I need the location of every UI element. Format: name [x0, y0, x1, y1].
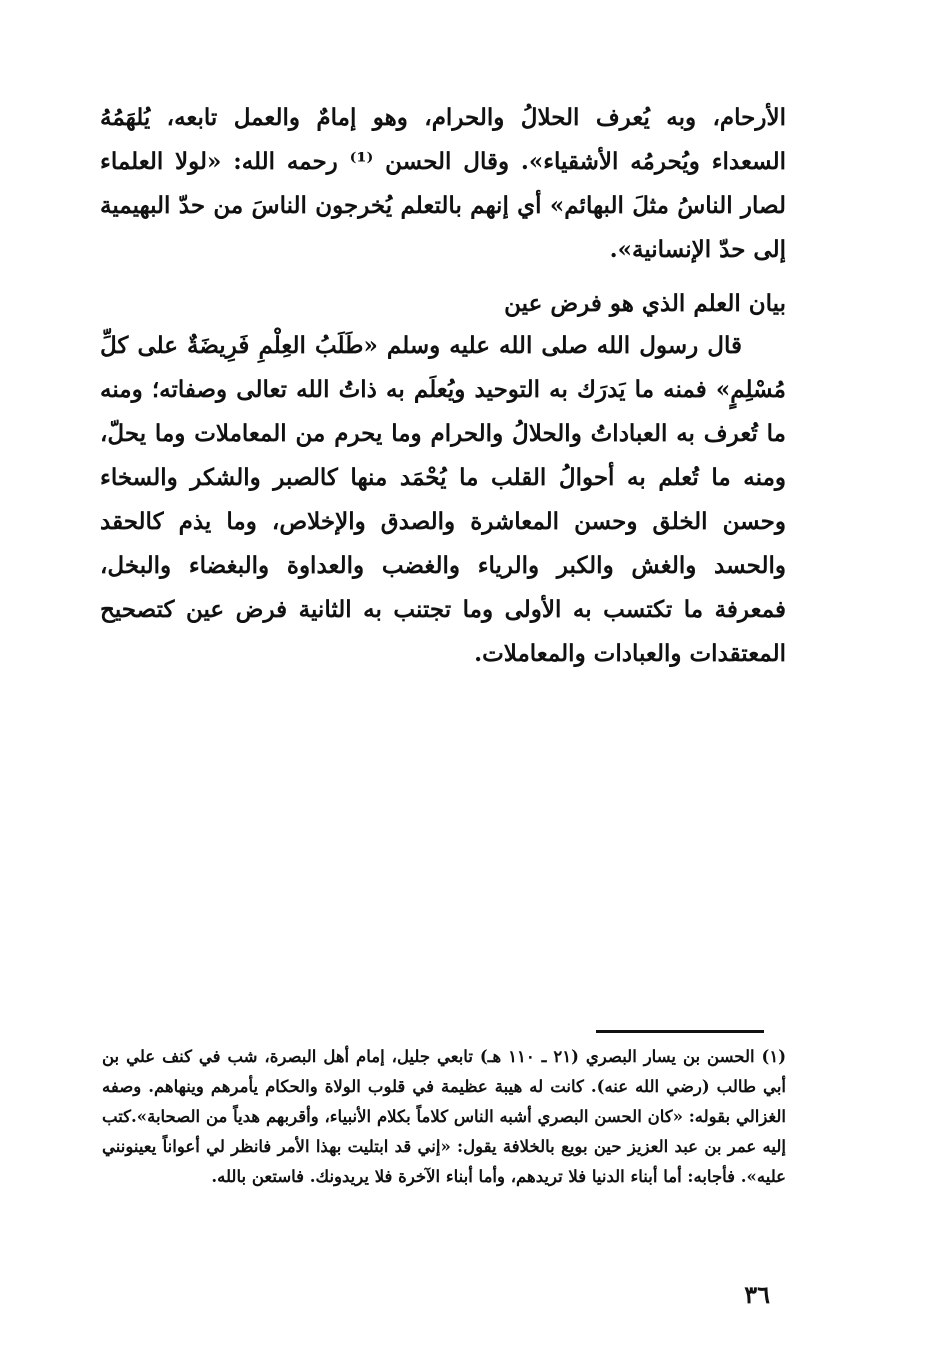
footnote-1: (١) الحسن بن يسار البصري (٢١ ـ ١١٠ هـ) تابعي جليل، إمام أهل البصرة، شب في كنف علي بن أبي طالب (رضي الله عنه). كانت له هيبة عظيمة في قلوب الولاة والحكام يأمرهم وينهاهم. وصفه الغزالي بقوله: «كان الحسن البصري أشبه الناس كلاماً بكلام الأنبياء، وأقربهم هدياً من الصحابة».كتب إليه عمر بن عبد العزيز حين بويع بالخلافة يقول: «إني قد ابتليت بهذا الأمر فانظر لي أعواناً يعينونني عليه». فأجابه: أما أبناء الدنيا فلا تريدهم، وأما أبناء الآخرة فلا يريدونك. فاستعن بالله.	[102, 1047, 786, 1186]
paragraph-1: الأرحام، وبه يُعرف الحلالُ والحرام، وهو إمامٌ والعمل تابعه، يُلهَمُهُ السعداء ويُحرمُه الأشقياء». وقال الحسن ⁽¹⁾ رحمه الله: «لولا العلماء لصار الناسُ مثلَ البهائم» أي إنهم بالتعلم يُخرجون الناسَ من حدّ البهيمية إلى حدّ الإنسانية».	[100, 104, 786, 263]
footnote-separator	[596, 1030, 764, 1033]
footnotes	[102, 1042, 786, 1192]
main-text	[100, 96, 786, 676]
page-number: ٣٦	[744, 1280, 770, 1309]
section-heading: بيان العلم الذي هو فرض عين	[504, 290, 786, 317]
paragraph-2: قال رسول الله صلى الله عليه وسلم «طَلَبُ العِلْمِ فَرِيضَةٌ على كلِّ مُسْلِمٍ» فمنه ما يَدرَك به التوحيد ويُعلَم به ذاتُ الله تعالى وصفاته؛ ومنه ما تُعرف به العباداتُ والحلالُ والحرام وما يحرم من المعاملات وما يحلّ، ومنه ما تُعلم به أحوالُ القلب ما يُحْمَد منها كالصبر والشكر والسخاء وحسن الخلق وحسن المعاشرة والصدق والإخلاص، وما يذم كالحقد والحسد والغش والكبر والرياء والغضب والعداوة والبغضاء والبخل، فمعرفة ما تكتسب به الأولى وما تجتنب به الثانية فرض عين كتصحيح المعتقدات والعبادات والمعاملات.	[100, 332, 786, 667]
